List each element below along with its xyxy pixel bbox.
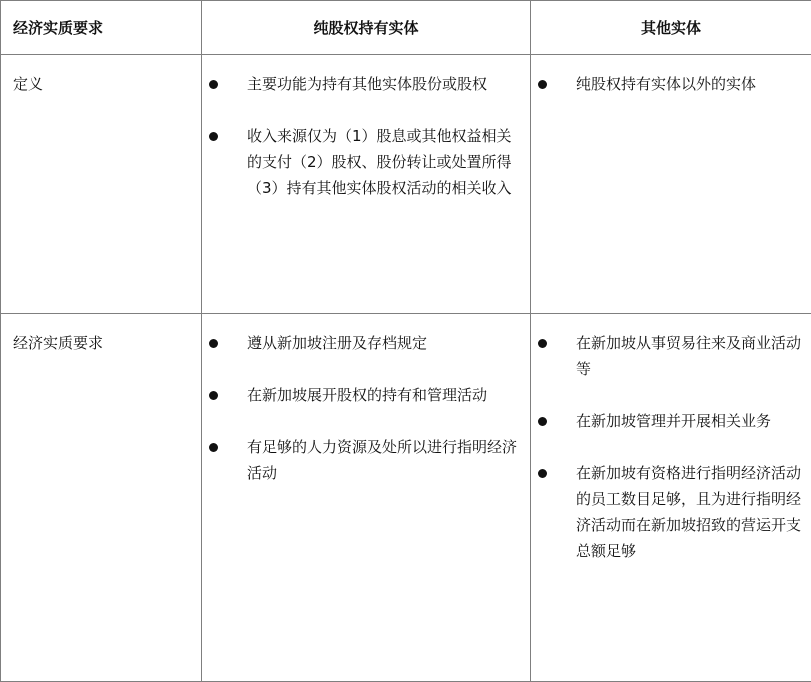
- requirements-other-entity-cell: [531, 314, 811, 682]
- list-item: [531, 71, 803, 97]
- list-item: [531, 408, 803, 434]
- list-item-text: 纯股权持有实体以外的实体: [576, 71, 803, 97]
- header-pure-equity-holding-entity: 纯股权持有实体: [202, 1, 531, 55]
- table-header-row: [1, 1, 811, 55]
- requirements-pure-equity-cell: [202, 314, 531, 682]
- row-label-definition: 定义: [1, 55, 202, 314]
- list-item: [202, 382, 522, 408]
- list-item-text: 遵从新加坡注册及存档规定: [247, 330, 522, 356]
- bullet-icon: [538, 469, 547, 478]
- header-other-entity: 其他实体: [531, 1, 811, 55]
- table-row-requirements: [1, 314, 811, 682]
- list-item-text: 主要功能为持有其他实体股份或股权: [247, 71, 522, 97]
- list-item-text: 在新加坡展开股权的持有和管理活动: [247, 382, 522, 408]
- list-item-text: 在新加坡管理并开展相关业务: [576, 408, 803, 434]
- list-item: [531, 330, 803, 382]
- list-item: [531, 460, 803, 564]
- list-item-text: 在新加坡有资格进行指明经济活动的员工数目足够，且为进行指明经济活动而在新加坡招致的营运开支总额足够: [576, 460, 803, 564]
- definition-other-entity-list: [531, 55, 811, 97]
- list-item: [202, 71, 522, 97]
- bullet-icon: [538, 80, 547, 89]
- list-item: [202, 434, 522, 486]
- definition-pure-equity-list: [202, 55, 530, 201]
- list-item: [202, 330, 522, 356]
- list-item-text: 收入来源仅为（1）股息或其他权益相关的支付（2）股权、股份转让或处置所得（3）持有其他实体股权活动的相关收入: [247, 123, 522, 201]
- definition-pure-equity-cell: [202, 55, 531, 314]
- list-item: [202, 123, 522, 201]
- bullet-icon: [209, 339, 218, 348]
- definition-other-entity-cell: [531, 55, 811, 314]
- bullet-icon: [538, 339, 547, 348]
- row-label-requirements: 经济实质要求: [1, 314, 202, 682]
- table-row-definition: [1, 55, 811, 314]
- header-economic-substance-requirement: 经济实质要求: [1, 1, 202, 55]
- bullet-icon: [538, 417, 547, 426]
- list-item-text: 在新加坡从事贸易往来及商业活动等: [576, 330, 803, 382]
- requirements-other-entity-list: [531, 314, 811, 564]
- bullet-icon: [209, 80, 218, 89]
- bullet-icon: [209, 391, 218, 400]
- bullet-icon: [209, 132, 218, 141]
- bullet-icon: [209, 443, 218, 452]
- requirements-pure-equity-list: [202, 314, 530, 486]
- list-item-text: 有足够的人力资源及处所以进行指明经济活动: [247, 434, 522, 486]
